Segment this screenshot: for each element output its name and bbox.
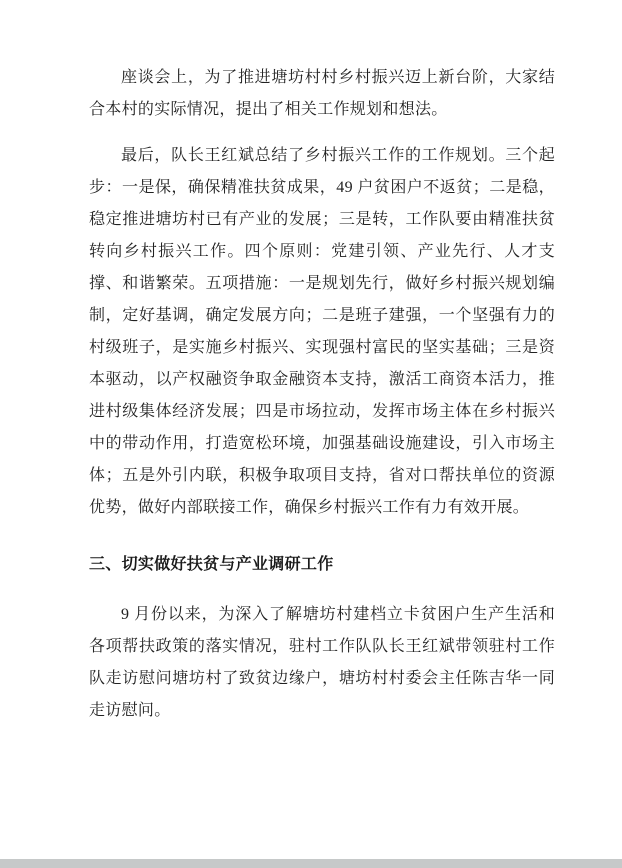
document-content — [89, 62, 555, 741]
paragraph-work-plan: 最后，队长王红斌总结了乡村振兴工作的工作规划。三个起步：一是保，确保精准扶贫成果，49 户贫困户不返贫；二是稳，稳定推进塘坊村已有产业的发展；三是转，工作队要由精准扶贫转向乡村振兴工作。四个原则：党建引领、产业先行、人才支撑、和谐繁荣。五项措施：一是规划先行，做好乡村振兴规划编制，定好基调，确定发展方向；二是班子建强，一个坚强有力的村级班子，是实施乡村振兴、实现强村富民的坚实基础；三是资本驱动，以产权融资争取金融资本支持，激活工商资本活力，推进村级集体经济发展；四是市场拉动，发挥市场主体在乡村振兴中的带动作用，打造宽松环境，加强基础设施建设，引入市场主体；五是外引内联，积极争取项目支持，省对口帮扶单位的资源优势，做好内部联接工作，确保乡村振兴工作有力有效开展。 — [89, 147, 555, 516]
page-bottom-edge — [0, 859, 622, 868]
section-heading: 三、切实做好扶贫与产业调研工作 — [89, 556, 334, 573]
paragraph-research-visits: 9 月份以来，为深入了解塘坊村建档立卡贫困户生产生活和各项帮扶政策的落实情况，驻村工作队队长王红斌带领驻村工作队走访慰问塘坊村了致贫边缘户，塘坊村村委会主任陈吉华一同走访慰问。 — [89, 606, 555, 719]
paragraph-meeting-summary: 座谈会上，为了推进塘坊村村乡村振兴迈上新台阶，大家结合本村的实际情况，提出了相关工作规划和想法。 — [89, 69, 555, 118]
